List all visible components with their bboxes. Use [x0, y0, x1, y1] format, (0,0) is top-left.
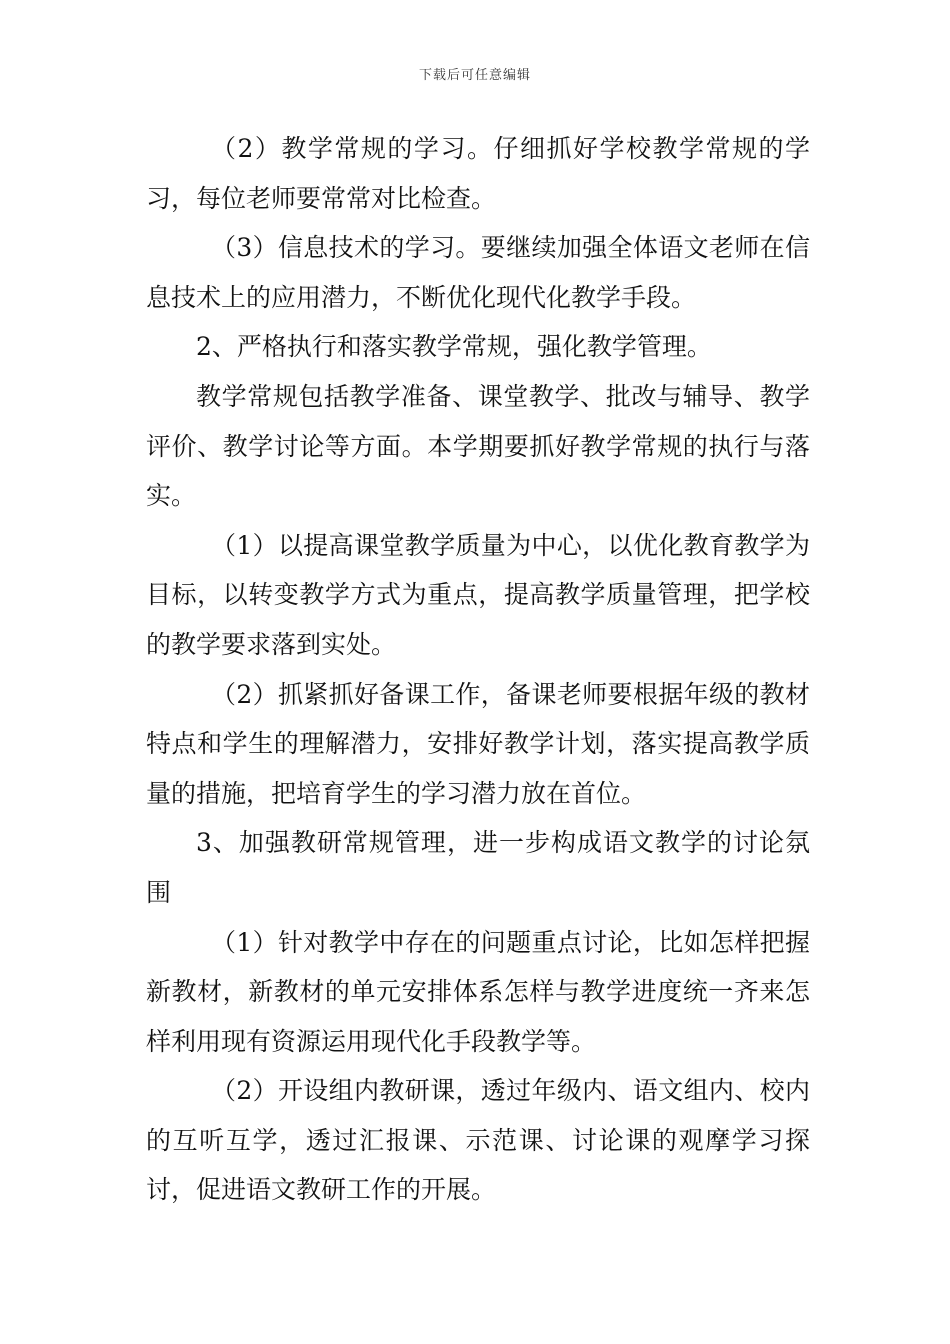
paragraph-7: 3、加强教研常规管理，进一步构成语文教学的讨论氛围 [146, 828, 810, 907]
paragraph-5: （1）以提高课堂教学质量为中心，以优化教育教学为目标，以转变教学方式为重点，提高教学质量管理，把学校的教学要求落到实处。 [146, 530, 810, 659]
paragraph-8: （1）针对教学中存在的问题重点讨论，比如怎样把握新教材，新教材的单元安排体系怎样与教学进度统一齐来怎样利用现有资源运用现代化手段教学等。 [146, 927, 810, 1056]
paragraph-6: （2）抓紧抓好备课工作，备课老师要根据年级的教材特点和学生的理解潜力，安排好教学计划，落实提高教学质量的措施，把培育学生的学习潜力放在首位。 [146, 679, 810, 808]
paragraph-3: 2、严格执行和落实教学常规，强化教学管理。 [196, 332, 712, 362]
document-body [146, 124, 810, 1215]
paragraph-4: 教学常规包括教学准备、课堂教学、批改与辅导、教学评价、教学讨论等方面。本学期要抓好教学常规的执行与落实。 [146, 381, 810, 511]
paragraph-1: （2）教学常规的学习。仔细抓好学校教学常规的学习，每位老师要常常对比检查。 [146, 134, 810, 213]
page-header: 下载后可任意编辑 [418, 68, 531, 83]
paragraph-2: （3）信息技术的学习。要继续加强全体语文老师在信息技术上的应用潜力，不断优化现代化教学手段。 [146, 233, 810, 312]
paragraph-9: （2）开设组内教研课，透过年级内、语文组内、校内的互听互学，透过汇报课、示范课、讨论课的观摩学习探讨，促进语文教研工作的开展。 [146, 1076, 810, 1205]
